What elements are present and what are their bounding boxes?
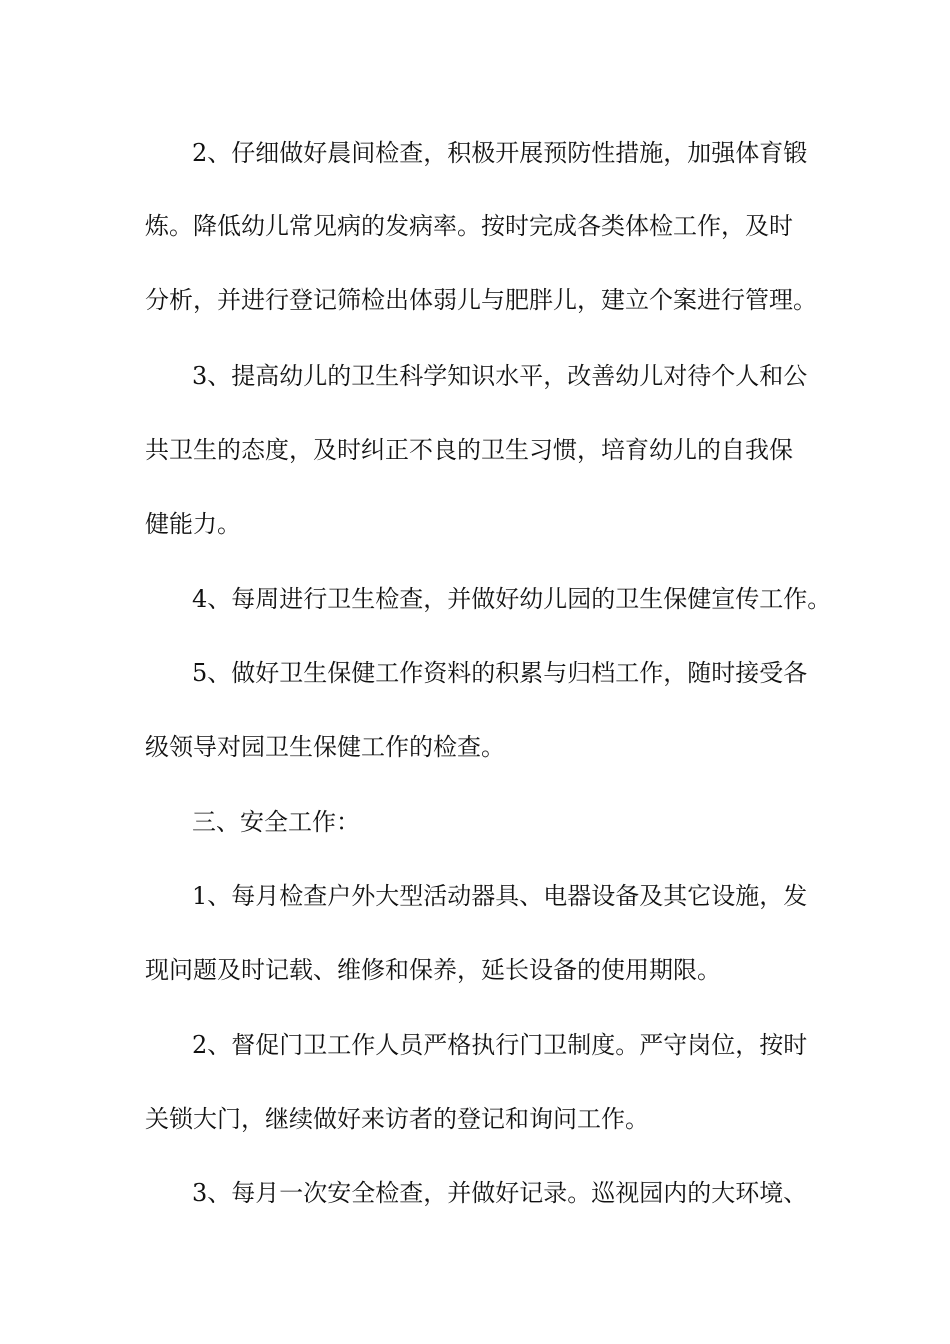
text-line-15: 3、每月一次安全检查，并做好记录。巡视园内的大环境、 — [192, 1179, 808, 1207]
text-line-1: 2、仔细做好晨间检查，积极开展预防性措施，加强体育锻 — [192, 139, 808, 167]
text-line-11: 1、每月检查户外大型活动器具、电器设备及其它设施，发 — [192, 882, 808, 910]
section-heading: 三、安全工作： — [192, 808, 360, 836]
text-line-7: 4、每周进行卫生检查，并做好幼儿园的卫生保健宣传工作。 — [192, 585, 832, 613]
text-line-2: 炼。降低幼儿常见病的发病率。按时完成各类体检工作，及时 — [145, 212, 793, 240]
text-line-3: 分析，并进行登记筛检出体弱儿与肥胖儿，建立个案进行管理。 — [145, 286, 817, 314]
text-line-9: 级领导对园卫生保健工作的检查。 — [145, 733, 505, 761]
text-line-4: 3、提高幼儿的卫生科学知识水平，改善幼儿对待个人和公 — [192, 362, 808, 390]
text-line-5: 共卫生的态度，及时纠正不良的卫生习惯，培育幼儿的自我保 — [145, 436, 793, 464]
text-line-14: 关锁大门，继续做好来访者的登记和询问工作。 — [145, 1105, 649, 1133]
text-line-12: 现问题及时记载、维修和保养，延长设备的使用期限。 — [145, 956, 721, 984]
text-line-13: 2、督促门卫工作人员严格执行门卫制度。严守岗位，按时 — [192, 1031, 808, 1059]
text-line-6: 健能力。 — [145, 510, 241, 538]
text-line-8: 5、做好卫生保健工作资料的积累与归档工作，随时接受各 — [192, 659, 808, 687]
